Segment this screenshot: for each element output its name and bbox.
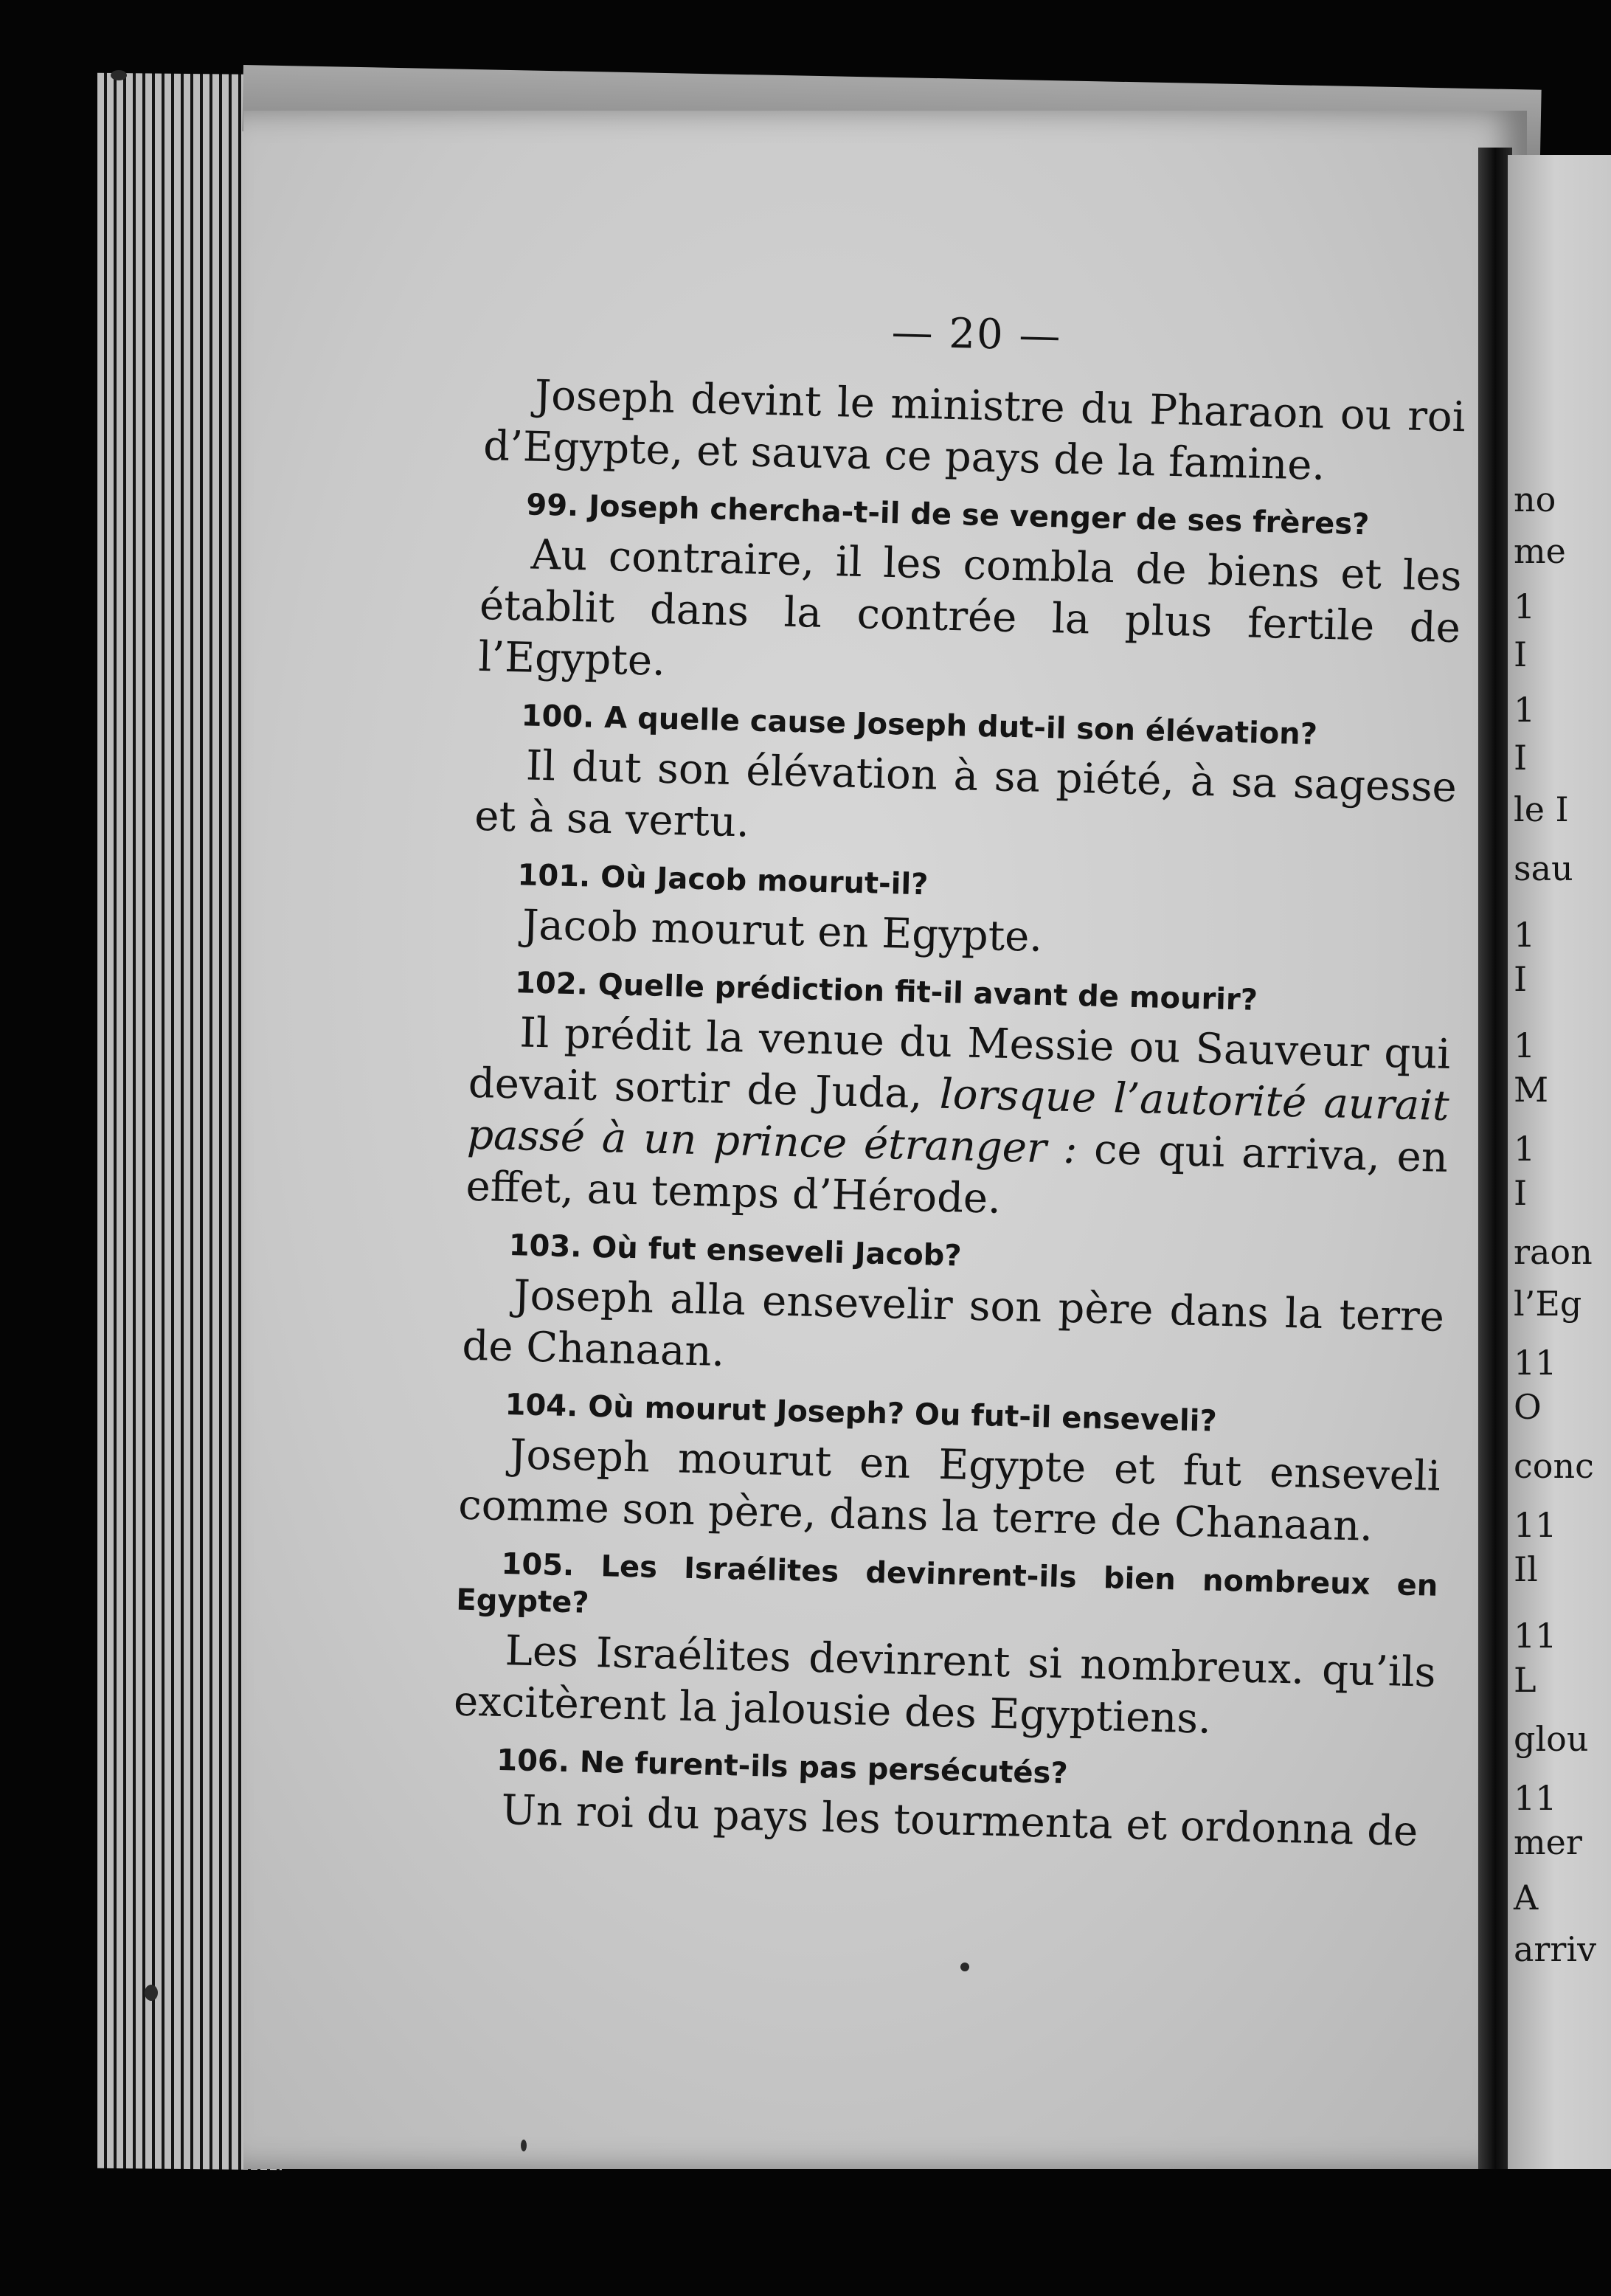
answer-paragraph: Au contraire, il les combla de biens et les établit dans la contrée la plus fertile de l’Egypte. [477,530,1463,685]
question-103: 103. Où fut enseveli Jacob? [508,1228,963,1273]
facing-page-fragment: no [1514,480,1556,519]
facing-page-fragment: 1 [1514,1026,1536,1065]
dust-speck [960,1963,969,1971]
facing-page-fragment: L [1514,1660,1536,1700]
page-text-block [451,299,1468,1858]
question-101: 101. Où Jacob mourut-il? [517,858,929,902]
facing-page-fragment: I [1514,959,1528,999]
answer-paragraph: Jacob mourut en Egypte. [522,901,1043,961]
facing-page-fragment: 11 [1514,1778,1557,1818]
answer-text: ce qui arriva, en effet, au temps d’Hérode. [465,1125,1449,1223]
question-100: 100. A quelle cause Joseph dut-il son élévation? [521,699,1318,752]
facing-page-fragment: conc [1514,1446,1594,1486]
facing-page-fragment: 11 [1514,1616,1557,1656]
facing-page-fragment: 11 [1514,1343,1557,1383]
question-104: 104. Où mourut Joseph? Ou fut-il enseveli? [505,1388,1218,1439]
answer-paragraph: Les Israélites devinrent si nombreux. qu’ils excitèrent la jalousie des Egyptiens. [453,1627,1437,1743]
facing-page-fragment: I [1514,634,1528,674]
facing-page-fragment: I [1514,1173,1528,1213]
facing-page-fragment: raon [1514,1232,1593,1272]
page-number: — 20 — [890,308,1063,361]
facing-page-fragment: le I [1514,789,1569,829]
facing-page-fragment: 1 [1514,915,1536,955]
facing-page-fragment: Il [1514,1549,1538,1589]
facing-page-fragment: 11 [1514,1505,1557,1545]
answer-paragraph-with-quote [465,1006,1451,1236]
facing-page-fragment: glou [1514,1719,1589,1759]
answer-paragraph: Joseph mourut en Egypte et fut enseveli comme son père, dans la terre de Chanaan. [457,1431,1441,1551]
answer-paragraph: Un roi du pays les tourmenta et ordonna de [500,1786,1418,1856]
facing-page-fragment: 1 [1514,1129,1536,1169]
answer-paragraph: Il dut son élévation à sa piété, à sa sagesse et à sa vertu. [474,741,1458,847]
italic-quote: lorsque l’autorité aurait passé à un prince étranger : [466,1070,1450,1174]
facing-page-fragment: l’Eg [1514,1284,1582,1324]
question-99: 99. Joseph chercha-t-il de se venger de ses frères? [525,488,1370,542]
facing-page-fragment: I [1514,738,1528,778]
question-105: 105. Les Israélites devinrent-ils bien nombreux en Egypte? [455,1546,1438,1620]
answer-paragraph: Joseph alla ensevelir son père dans la terre de Chanaan. [461,1271,1445,1376]
dust-speck [145,1985,158,2001]
question-102: 102. Quelle prédiction fit-il avant de mourir? [514,966,1258,1017]
facing-page-fragment: A [1514,1878,1539,1918]
facing-page-fragment: arriv [1514,1929,1597,1969]
dust-speck [521,2140,527,2151]
answer-text: Il prédit la venue du Messie ou Sauveur qui devait sortir de Juda, [468,1009,1451,1118]
facing-page-fragment: O [1514,1387,1542,1427]
facing-page-fragment: mer [1514,1822,1582,1862]
facing-page-fragment: sau [1514,848,1573,888]
question-106: 106. Ne furent-ils pas persécutés? [496,1743,1069,1791]
facing-page-fragment: 1 [1514,690,1536,730]
facing-page-fragment: me [1514,531,1566,571]
facing-page-fragment: M [1514,1070,1549,1110]
dust-speck [111,70,127,80]
answer-paragraph: Joseph devint le ministre du Pharaon ou roi d’Egypte, et sauva ce pays de la famine. [482,371,1466,490]
facing-page-fragment: 1 [1514,587,1536,626]
